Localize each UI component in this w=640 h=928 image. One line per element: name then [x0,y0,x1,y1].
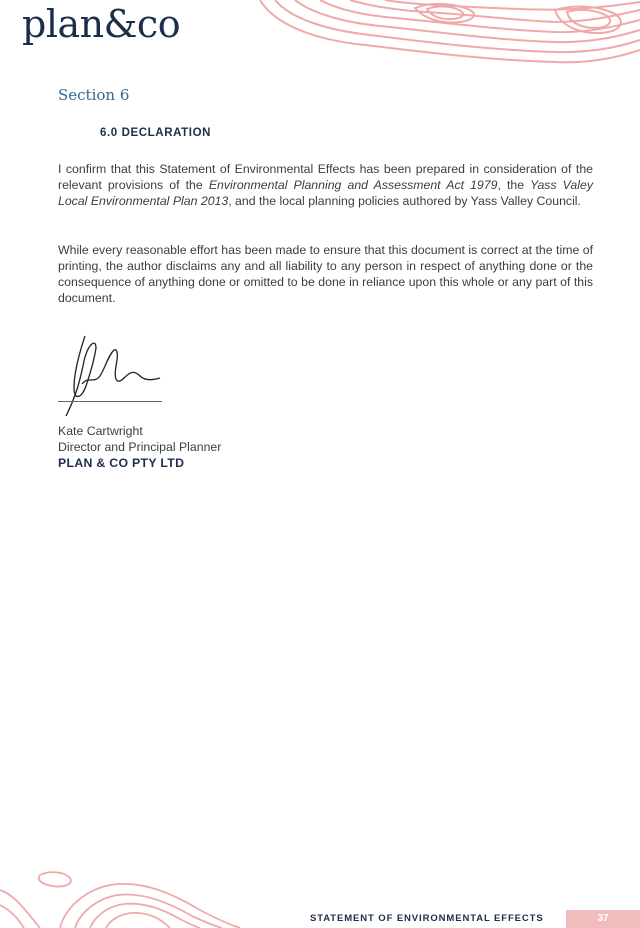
declaration-paragraph-2: While every reasonable effort has been made to ensure that this document is correct at the time of printing, the author disclaims any and all liability to any person in respect of anything done or the consequence of anything done or omitted to be done in reliance upon this whole or any part of this document. [58,243,593,305]
signature-line [58,401,162,402]
signer-name: Kate Cartwright [58,424,143,438]
signer-company: PLAN & CO PTY LTD [58,456,185,470]
declaration-heading: 6.0 DECLARATION [100,127,212,139]
signature-image [52,326,172,421]
paragraph-1-text: , the [497,178,531,192]
paragraph-1-text: , and the local planning policies authored by Yass Valley Council. [228,194,581,208]
page-number-badge: 37 [566,910,640,928]
paragraph-1-text: I confirm that this Statement of Environmental Effects has been prepared in consideration of the relevant provisions of the [58,162,593,192]
topographic-pattern-footer [0,870,260,928]
topographic-pattern-header [255,0,640,75]
lep-title: Yass Valey Local Environmental Plan 2013 [58,178,593,208]
footer-document-title: STATEMENT OF ENVIRONMENTAL EFFECTS [310,913,544,924]
signer-title: Director and Principal Planner [58,440,222,454]
company-logo: plan&co [22,2,181,46]
section-label: Section 6 [58,86,130,104]
declaration-paragraph-1 [58,161,593,209]
act-title: Environmental Planning and Assessment Act 1979 [208,178,498,192]
